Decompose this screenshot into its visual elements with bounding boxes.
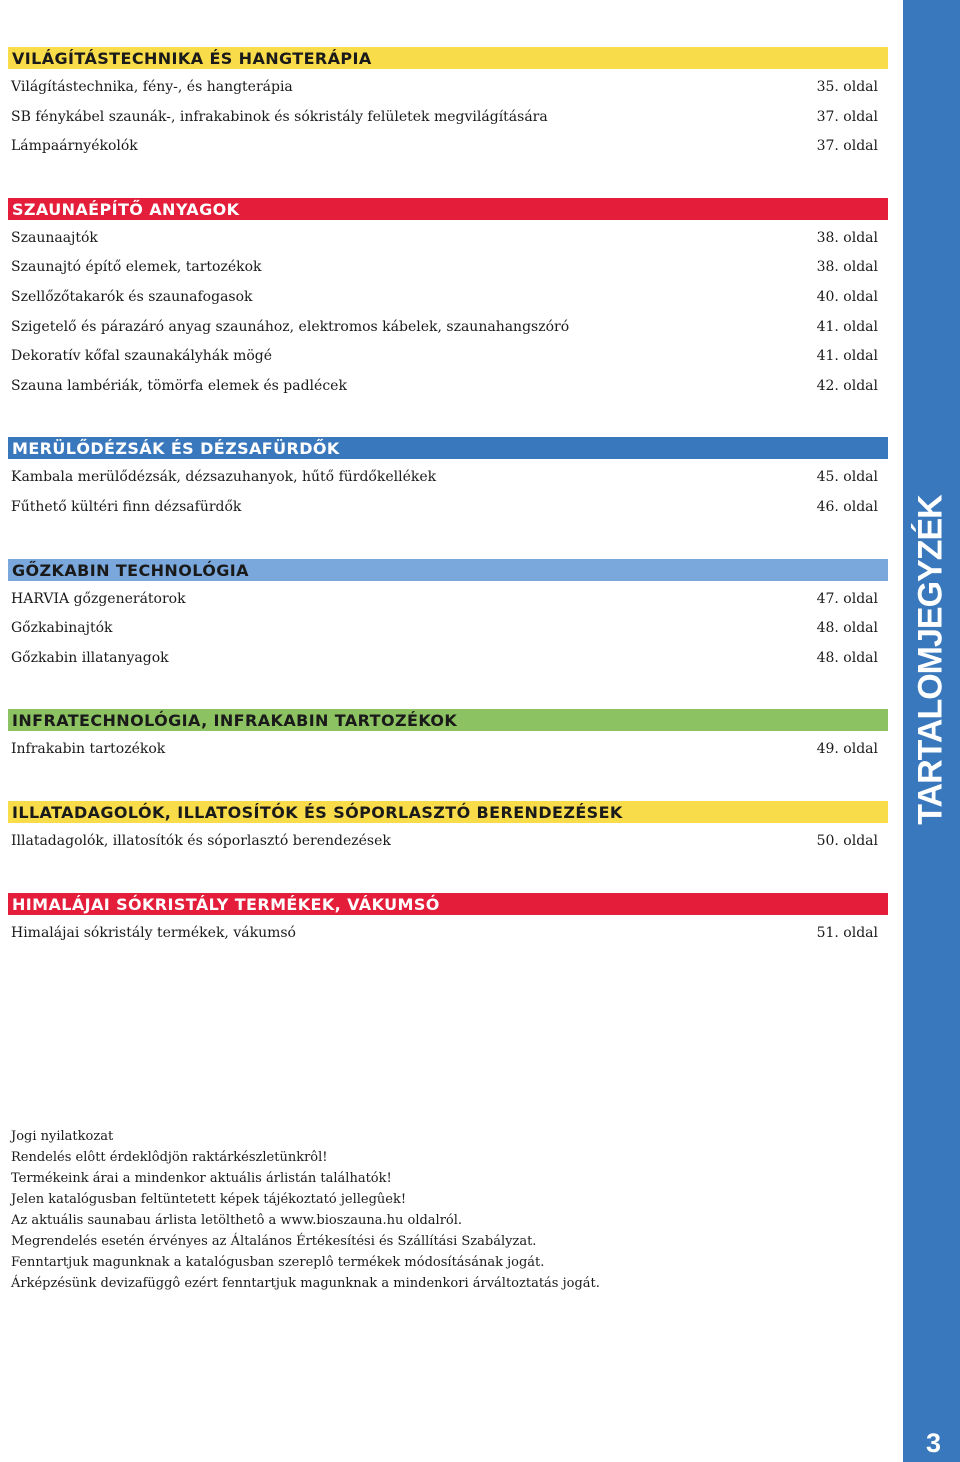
toc-entry-label: Illatadagolók, illatosítók és sóporlasztó berendezések — [11, 832, 391, 849]
toc-entry — [8, 463, 888, 493]
toc-entry — [8, 132, 888, 162]
toc-entry-page: 51. oldal — [816, 924, 878, 941]
toc-entry-page: 37. oldal — [816, 108, 878, 125]
toc-entry-page: 47. oldal — [816, 590, 878, 607]
toc-entry-label: Gőzkabin illatanyagok — [11, 649, 169, 666]
legal-line: Megrendelés esetén érvényes az Általános Értékesítési és Szállítási Szabályzat. — [11, 1234, 537, 1249]
toc-entry — [8, 253, 888, 283]
toc-entry-label: Világítástechnika, fény-, és hangterápia — [11, 79, 293, 95]
toc-entry — [8, 919, 888, 949]
toc-entry — [8, 372, 888, 402]
toc-entry — [8, 614, 888, 644]
toc-section — [8, 893, 888, 949]
legal-line: Termékeink árai a mindenkor aktuális árlistán találhatók! — [11, 1171, 392, 1186]
legal-title: Jogi nyilatkozat — [11, 1129, 114, 1144]
toc-entry-label: Szigetelő és párazáró anyag szaunához, elektromos kábelek, szaunahangszóró — [11, 318, 570, 335]
section-heading: MERÜLŐDÉZSÁK ÉS DÉZSAFÜRDŐK — [8, 437, 888, 459]
toc-entry-label: Fűthető kültéri finn dézsafürdők — [11, 498, 242, 515]
toc-section — [8, 801, 888, 857]
toc-entry — [8, 342, 888, 372]
toc-entry-page: 37. oldal — [816, 138, 878, 155]
toc-entry — [8, 283, 888, 313]
toc-section — [8, 709, 888, 765]
toc-entry — [8, 493, 888, 523]
toc-entry — [8, 313, 888, 343]
legal-line: Jelen katalógusban feltüntetett képek tájékoztató jellegûek! — [11, 1192, 407, 1207]
toc-entry-page: 48. oldal — [816, 620, 878, 637]
toc-entry-page: 46. oldal — [816, 498, 878, 515]
toc-entry-page: 40. oldal — [816, 288, 878, 305]
toc-entry-label: Himalájai sókristály termékek, vákumsó — [11, 924, 296, 941]
toc-entry-label: Szaunaajtók — [11, 229, 98, 246]
toc-entry-label: Infrakabin tartozékok — [11, 741, 166, 758]
toc-entry — [8, 827, 888, 857]
toc-entry — [8, 735, 888, 765]
toc-entry-label: Dekoratív kőfal szaunakályhák mögé — [11, 348, 273, 365]
toc-section — [8, 198, 888, 402]
toc-entry-page: 45. oldal — [816, 469, 878, 486]
section-heading: HIMALÁJAI SÓKRISTÁLY TERMÉKEK, VÁKUMSÓ — [8, 893, 888, 915]
toc-entry — [8, 73, 888, 103]
toc-entry-label: Lámpaárnyékolók — [11, 138, 138, 155]
toc-entry-page: 41. oldal — [816, 348, 878, 365]
toc-section — [8, 47, 888, 162]
section-heading: GŐZKABIN TECHNOLÓGIA — [8, 559, 888, 581]
toc-entry-label: Szauna lambériák, tömörfa elemek és padlécek — [11, 377, 347, 394]
section-heading: INFRATECHNOLÓGIA, INFRAKABIN TARTOZÉKOK — [8, 709, 888, 731]
toc-entry-page: 42. oldal — [816, 377, 878, 394]
toc-entry-page: 35. oldal — [816, 79, 878, 95]
page-number: 3 — [926, 1428, 942, 1458]
legal-line: Árképzésünk devizafüggô ezért fenntartjuk magunknak a mindenkori árváltoztatás jogát. — [11, 1276, 600, 1291]
legal-line: Az aktuális saunabau árlista letölthetô a www.bioszauna.hu oldalról. — [11, 1213, 463, 1228]
toc-entry-label: Gőzkabinajtók — [11, 620, 113, 637]
toc-entry-label: Szaunajtó építő elemek, tartozékok — [11, 259, 262, 276]
toc-entry — [8, 585, 888, 615]
section-heading: SZAUNAÉPÍTŐ ANYAGOK — [8, 198, 888, 220]
section-heading: ILLATADAGOLÓK, ILLATOSÍTÓK ÉS SÓPORLASZTÓ BERENDEZÉSEK — [8, 801, 888, 823]
toc-entry — [8, 224, 888, 254]
toc-section — [8, 559, 888, 674]
toc-entry-page: 41. oldal — [816, 318, 878, 335]
toc-entry-label: SB fénykábel szaunák-, infrakabinok és sókristály felületek megvilágítására — [11, 108, 548, 125]
legal-line: Fenntartjuk magunknak a katalógusban szereplô termékek módosításának jogát. — [11, 1255, 545, 1270]
toc-entry-page: 49. oldal — [816, 741, 878, 758]
toc-entry-label: HARVIA gőzgenerátorok — [11, 590, 186, 607]
toc-entry-label: Szellőzőtakarók és szaunafogasok — [11, 288, 253, 305]
sidebar-title: TARTALOMJEGYZÉK — [911, 495, 950, 825]
toc-entry — [8, 103, 888, 133]
toc-section — [8, 437, 888, 522]
toc-entry-page: 38. oldal — [816, 229, 878, 246]
table-of-contents — [8, 47, 888, 984]
toc-entry-page: 38. oldal — [816, 259, 878, 276]
toc-entry-page: 48. oldal — [816, 649, 878, 666]
toc-entry-label: Kambala merülődézsák, dézsazuhanyok, hűtő fürdőkellékek — [11, 469, 437, 486]
toc-entry — [8, 644, 888, 674]
section-heading: VILÁGÍTÁSTECHNIKA ÉS HANGTERÁPIA — [8, 47, 888, 69]
legal-notice — [11, 1126, 871, 1294]
toc-entry-page: 50. oldal — [816, 832, 878, 849]
legal-line: Rendelés elôtt érdeklôdjön raktárkészletünkrôl! — [11, 1150, 328, 1165]
